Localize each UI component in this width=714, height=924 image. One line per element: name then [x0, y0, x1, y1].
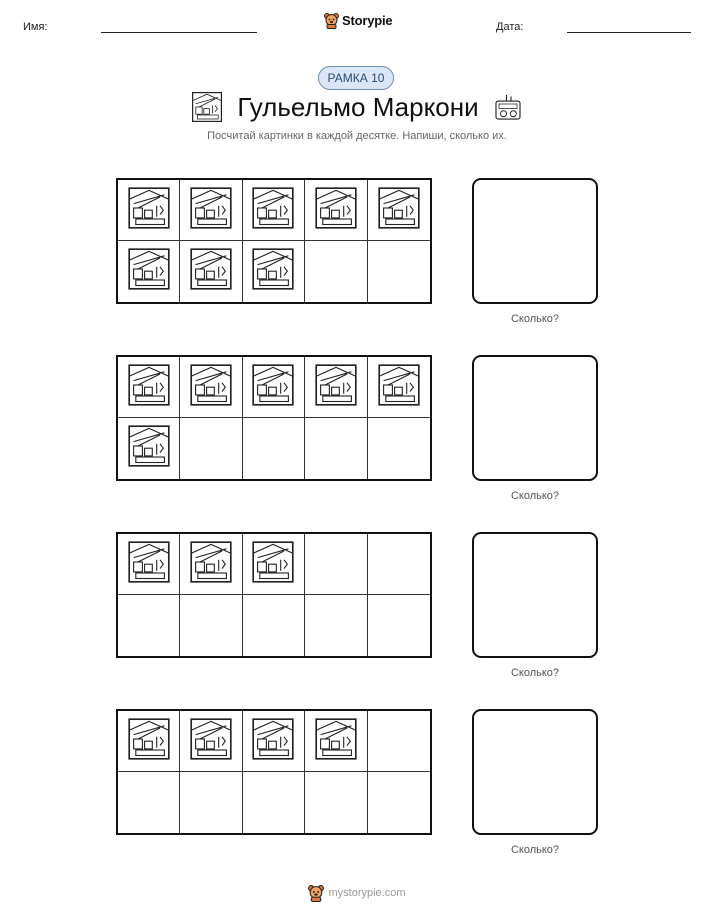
ten-frame-cell: [243, 418, 305, 479]
ten-frame-cell: [118, 711, 180, 772]
workshop-icon: [189, 540, 233, 589]
date-field-line[interactable]: [567, 32, 691, 33]
ten-frame-cell: [305, 418, 367, 479]
workshop-icon: [314, 363, 358, 412]
ten-frame-cell: [243, 534, 305, 595]
ten-frame-cell: [243, 241, 305, 302]
workshop-icon: [127, 717, 171, 766]
ten-frame-cell: [368, 180, 430, 241]
count-label-2: Сколько?: [510, 490, 560, 502]
ten-frame-cell: [243, 180, 305, 241]
radio-icon: [493, 92, 523, 122]
ten-frame-cell: [243, 711, 305, 772]
workshop-icon: [127, 247, 171, 296]
answer-box-3[interactable]: [472, 532, 598, 658]
name-field-line[interactable]: [101, 32, 257, 33]
ten-frame-cell: [368, 595, 430, 656]
ten-frame-cell: [118, 180, 180, 241]
ten-frame-cell: [243, 595, 305, 656]
brand-name: Storypie: [342, 13, 393, 28]
ten-frame-cell: [305, 357, 367, 418]
ten-frame-cell: [368, 534, 430, 595]
ten-frame-cell: [305, 711, 367, 772]
ten-frame-cell: [368, 357, 430, 418]
ten-frame-cell: [305, 180, 367, 241]
workshop-icon: [251, 717, 295, 766]
count-label-3: Сколько?: [510, 667, 560, 679]
ten-frame-cell: [180, 595, 242, 656]
ten-frame-cell: [118, 772, 180, 833]
count-label-1: Сколько?: [510, 313, 560, 325]
workshop-icon: [314, 186, 358, 235]
answer-box-2[interactable]: [472, 355, 598, 481]
workshop-icon: [191, 91, 223, 123]
count-label-4: Сколько?: [510, 844, 560, 856]
ten-frame-cell: [180, 357, 242, 418]
ten-frame-cell: [368, 772, 430, 833]
workshop-icon: [127, 186, 171, 235]
ten-frame-cell: [368, 711, 430, 772]
ten-frame-2: [116, 355, 432, 481]
workshop-icon: [251, 540, 295, 589]
answer-box-1[interactable]: [472, 178, 598, 304]
ten-frame-cell: [118, 418, 180, 479]
footer: [0, 884, 714, 902]
ten-frame-cell: [368, 241, 430, 302]
ten-frame-cell: [118, 357, 180, 418]
name-label: Имя:: [23, 21, 48, 33]
ten-frame-cell: [305, 241, 367, 302]
workshop-icon: [127, 424, 171, 473]
ten-frame-cell: [180, 534, 242, 595]
workshop-icon: [189, 186, 233, 235]
footer-url: mystorypie.com: [328, 887, 406, 899]
ten-frame-3: [116, 532, 432, 658]
ten-frame-cell: [305, 772, 367, 833]
workshop-icon: [189, 717, 233, 766]
workshop-icon: [377, 363, 421, 412]
workshop-icon: [251, 247, 295, 296]
page-title: Гульельмо Маркони: [237, 91, 479, 122]
workshop-icon: [127, 363, 171, 412]
ten-frame-cell: [180, 711, 242, 772]
ten-frame-cell: [368, 418, 430, 479]
ten-frame-cell: [243, 357, 305, 418]
date-label: Дата:: [496, 21, 524, 33]
ten-frame-cell: [118, 241, 180, 302]
answer-box-4[interactable]: [472, 709, 598, 835]
ten-frame-cell: [180, 772, 242, 833]
workshop-icon: [189, 247, 233, 296]
storypie-bear-icon: [308, 884, 324, 902]
ten-frame-4: [116, 709, 432, 835]
workshop-icon: [189, 363, 233, 412]
title-row: [0, 91, 714, 123]
ten-frame-cell: [305, 534, 367, 595]
workshop-icon: [251, 363, 295, 412]
ten-frame-1: [116, 178, 432, 304]
ten-frame-cell: [305, 595, 367, 656]
ten-frame-cell: [118, 595, 180, 656]
workshop-icon: [127, 540, 171, 589]
workshop-icon: [251, 186, 295, 235]
workshop-icon: [314, 717, 358, 766]
ten-frame-cell: [180, 241, 242, 302]
storypie-bear-icon: [324, 12, 339, 29]
ten-frame-cell: [243, 772, 305, 833]
ten-frame-cell: [118, 534, 180, 595]
instructions: Посчитай картинки в каждой десятке. Напиши, сколько их.: [207, 130, 507, 142]
ten-frame-cell: [180, 180, 242, 241]
ten-frame-cell: [180, 418, 242, 479]
workshop-icon: [377, 186, 421, 235]
brand-logo: [324, 12, 392, 29]
frame-badge: РАМКА 10: [318, 66, 394, 90]
